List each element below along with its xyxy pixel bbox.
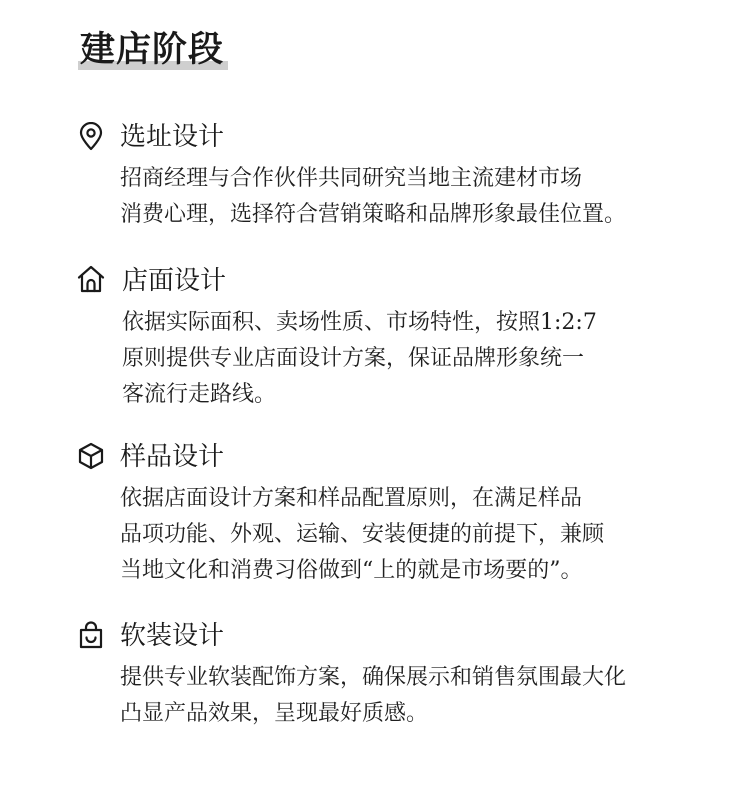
description-line: 消费心理，选择符合营销策略和品牌形象最佳位置。 <box>120 202 627 227</box>
description-line: 原则提供专业店面设计方案，保证品牌形象统一 <box>122 346 585 371</box>
page-title: 建店阶段 <box>78 28 228 72</box>
section-heading: 样品设计 <box>120 442 225 472</box>
description-line: 品项功能、外观、运输、安装便捷的前提下，兼顾 <box>120 522 605 547</box>
description-line: 当地文化和消费习俗做到“上的就是市场要的”。 <box>120 558 583 583</box>
location-pin-icon <box>76 122 106 152</box>
shopping-bag-icon <box>76 620 106 650</box>
section-description <box>122 305 597 413</box>
description-line: 依据店面设计方案和样品配置原则，在满足样品 <box>120 486 583 511</box>
section-description <box>120 481 604 589</box>
house-icon <box>76 264 106 294</box>
cube-icon <box>76 441 106 471</box>
section-heading: 软装设计 <box>120 621 225 651</box>
section-heading: 选址设计 <box>120 122 225 152</box>
section-description <box>120 660 626 732</box>
description-line: 凸显产品效果，呈现最好质感。 <box>120 701 429 726</box>
description-line: 招商经理与合作伙伴共同研究当地主流建材市场 <box>120 166 583 191</box>
section-description <box>120 161 626 233</box>
description-line: 客流行走路线。 <box>122 382 277 407</box>
section-heading: 店面设计 <box>122 266 227 296</box>
description-line: 依据实际面积、卖场性质、市场特性，按照1:2:7 <box>122 310 597 335</box>
description-line: 提供专业软装配饰方案，确保展示和销售氛围最大化 <box>120 665 627 690</box>
